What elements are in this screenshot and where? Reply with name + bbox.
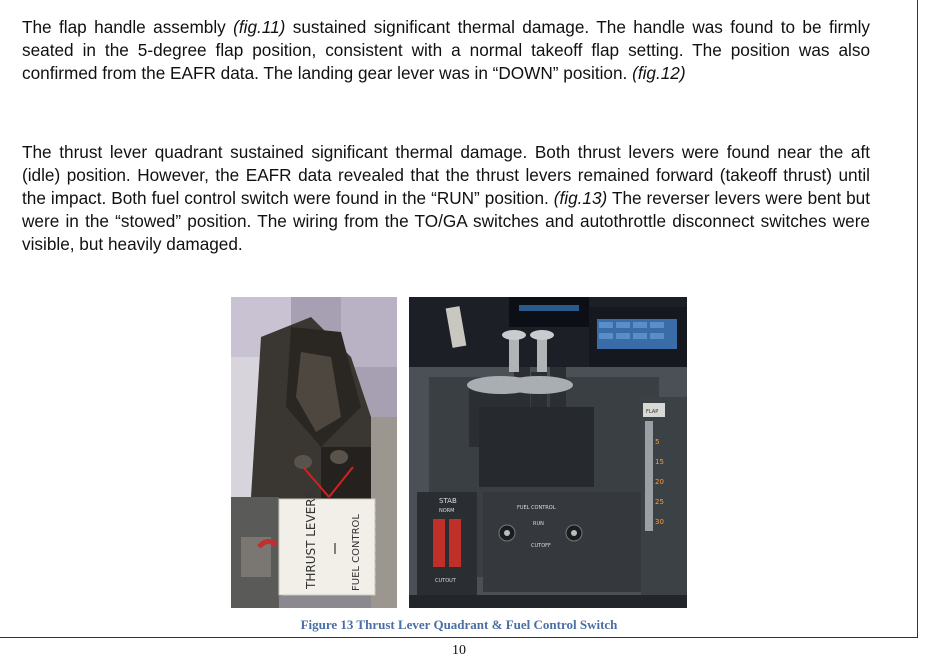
page-number: 10: [452, 643, 466, 658]
cutout-label: CUTOUT: [435, 578, 456, 584]
paragraph-flap-handle: [22, 16, 870, 85]
paragraph-text: The flap handle assembly: [22, 17, 234, 37]
stab-label: STAB: [439, 497, 457, 505]
paragraph-text: The reverser levers were bent but were in the “stowed” position. The wiring from the TO/GA switches and autothrottle disconnect switches were visible, but heavily damaged.: [22, 188, 870, 254]
figure-reference: (fig.13): [553, 188, 608, 208]
cockpit-photo: [409, 297, 687, 608]
flap-scale-15: 15: [655, 458, 664, 466]
run-label: RUN: [533, 521, 544, 527]
norm-label: NORM: [439, 508, 455, 514]
flap-scale-5: 5: [655, 438, 660, 446]
paragraph-thrust-lever: [22, 141, 870, 256]
figure-reference: (fig.12): [632, 63, 686, 83]
flap-label: FLAP: [646, 409, 659, 415]
fuel-control-label: FUEL CONTROL: [517, 505, 556, 511]
figure-reference: (fig.11): [233, 17, 286, 37]
card-label-thrust-levers: THRUST LEVERS: [304, 490, 318, 589]
cockpit-photo-image: [409, 297, 687, 608]
paragraph-text: The thrust lever quadrant sustained significant thermal damage. Both thrust levers were found near the aft (idle) position. However, the EAFR data revealed that the thrust levers remained forward (takeoff thrust) until the impact. Both fuel control switch were found in the “RUN” position.: [22, 142, 870, 208]
flap-scale-30: 30: [655, 518, 664, 526]
paragraph-text: sustained significant thermal damage. The handle was found to be firmly seated in the 5-degree flap position, consistent with a normal takeoff flap setting. The position was also confirmed from the EAFR data. The landing gear lever was in “DOWN” position.: [22, 17, 870, 83]
card-label-fuel-control: FUEL CONTROL: [351, 514, 362, 591]
flap-scale-20: 20: [655, 478, 664, 486]
wreckage-photo: [231, 297, 397, 608]
cutoff-label: CUTOFF: [531, 543, 551, 549]
figure-caption: Figure 13 Thrust Lever Quadrant & Fuel Control Switch: [300, 617, 618, 632]
wreckage-photo-image: [231, 297, 397, 608]
flap-scale-25: 25: [655, 498, 664, 506]
